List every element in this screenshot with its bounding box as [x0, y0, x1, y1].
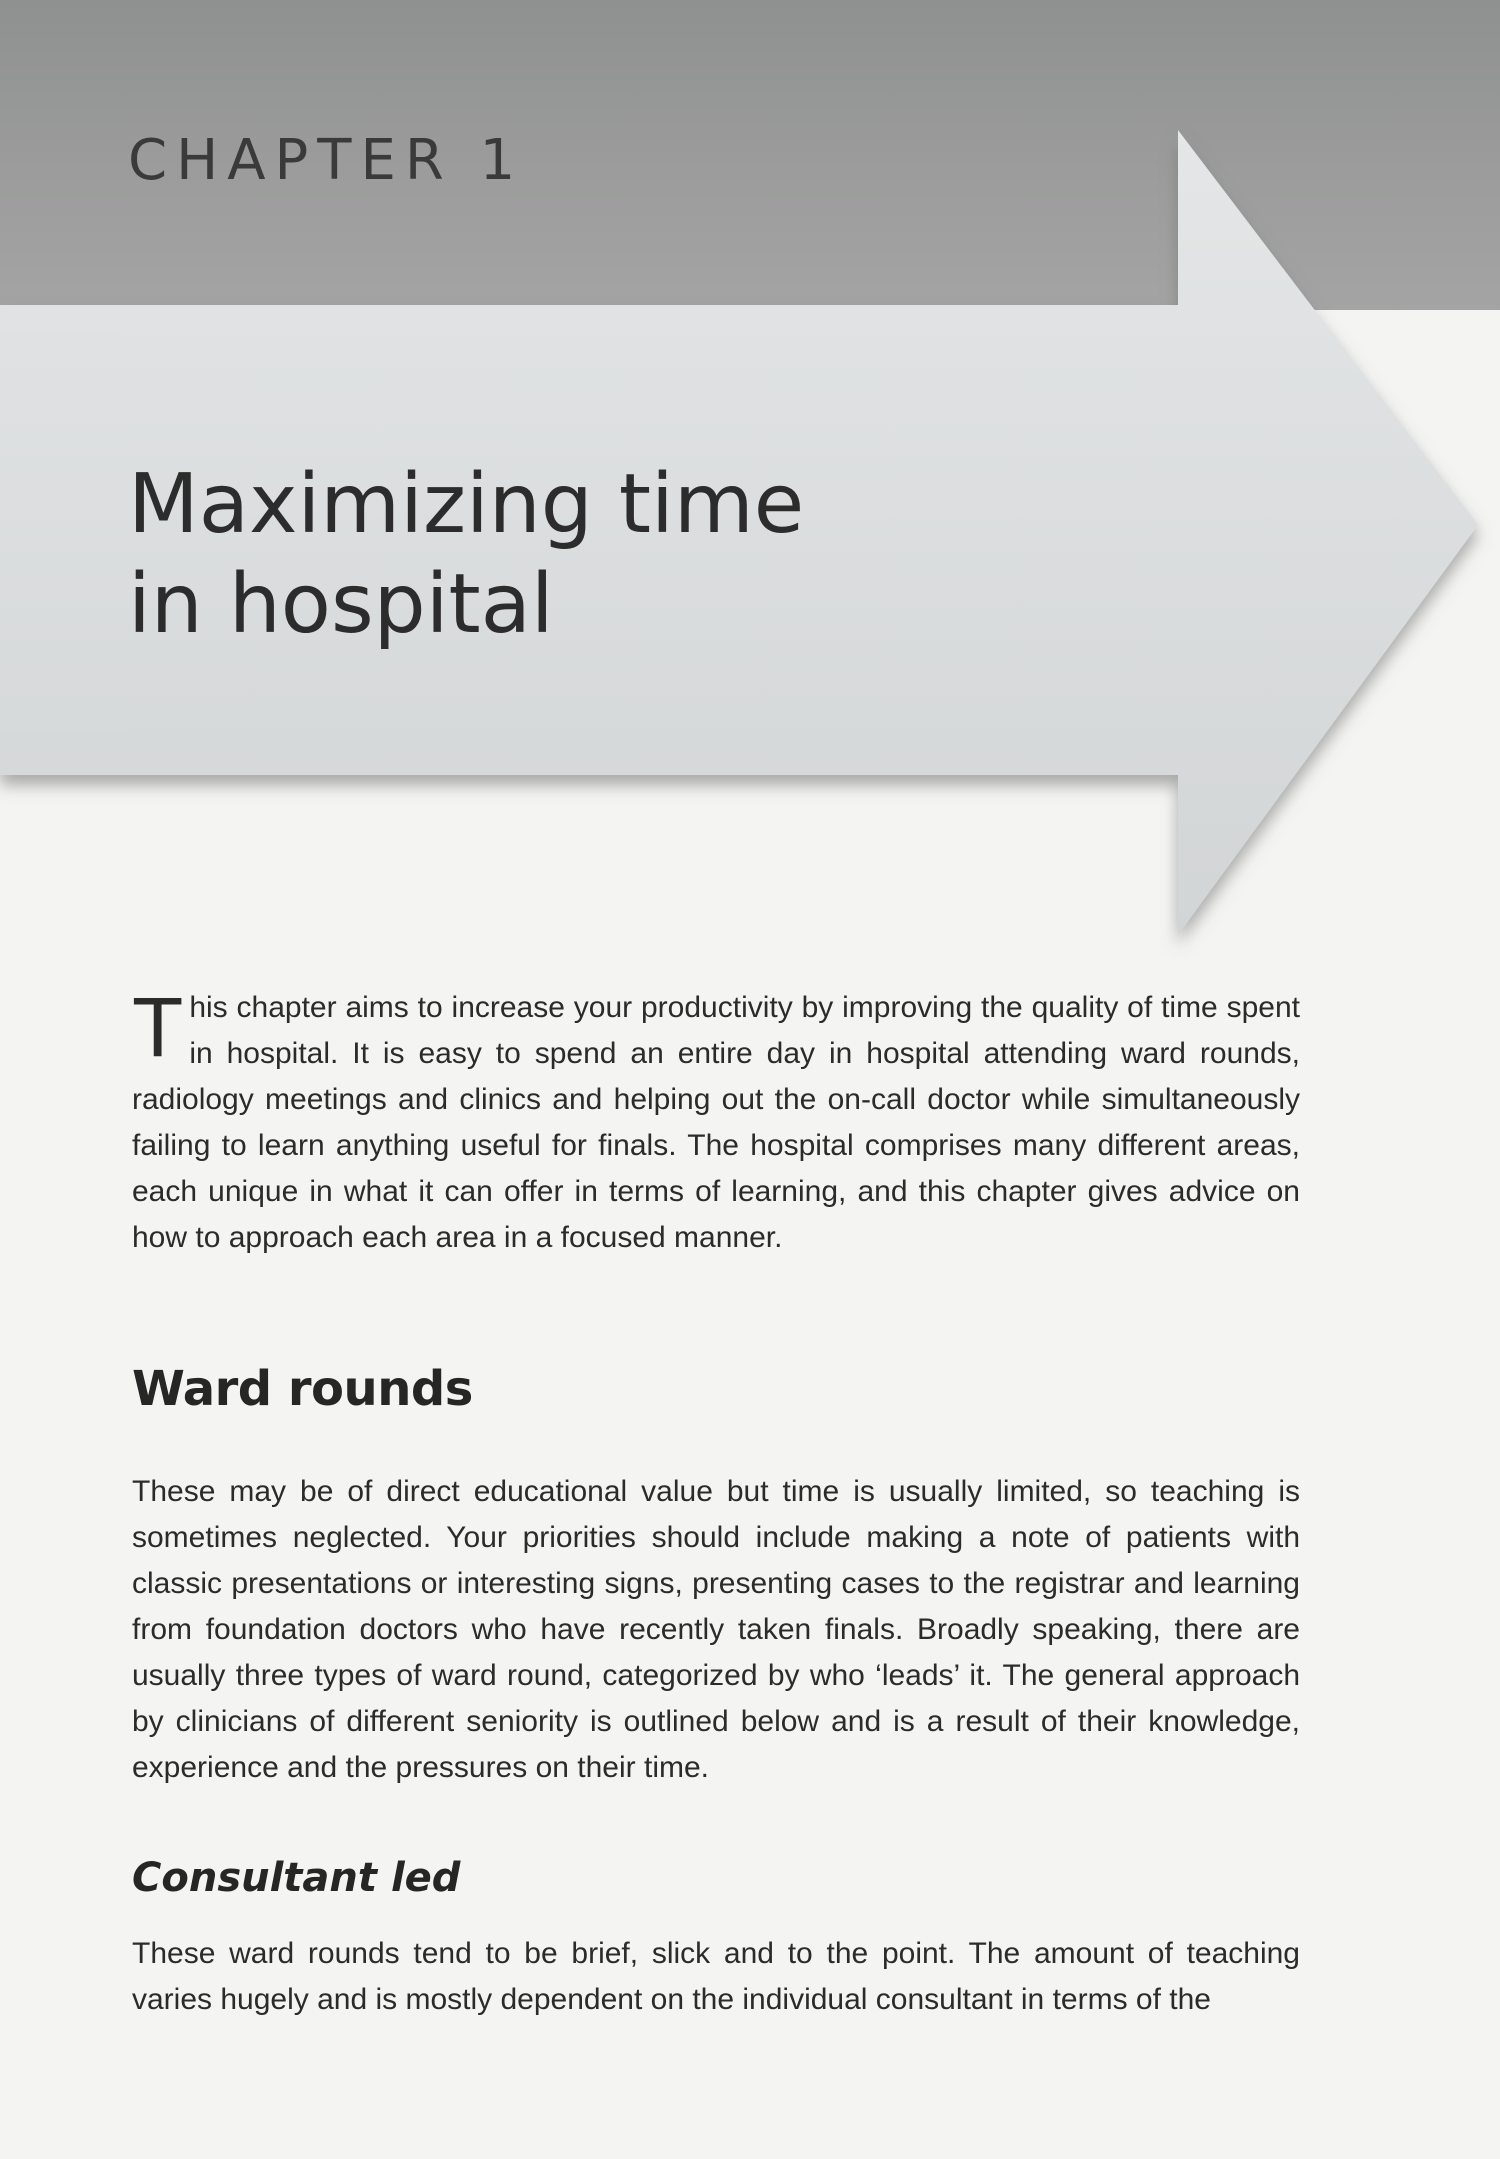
chapter-title [128, 455, 1028, 655]
intro-paragraph [132, 980, 1300, 1261]
subsection-heading-consultant-led: Consultant led [132, 1855, 461, 1901]
intro-text: his chapter aims to increase your productivity by improving the quality of time spent in hospital. It is easy to spend an entire day in hospital attending ward rounds, radiology meetings and clinics and helping out the on-call doctor while simultaneously failing to learn anything useful for finals. The hospital comprises many different areas, each unique in what it can offer in terms of learning, and this chapter gives advice on how to approach each area in a focused manner. [132, 991, 1300, 1254]
consultant-led-paragraph: These ward rounds tend to be brief, slick and to the point. The amount of teaching varies hugely and is mostly dependent on the individual consultant in terms of the [132, 1937, 1300, 2016]
chapter-label: CHAPTER 1 [128, 128, 525, 193]
chapter-title-line-1: Maximizing time [128, 457, 805, 552]
drop-cap: T [132, 980, 184, 1074]
section-heading-ward-rounds: Ward rounds [132, 1361, 473, 1417]
ward-rounds-paragraph: These may be of direct educational value but time is usually limited, so teaching is sometimes neglected. Your priorities should include making a note of patients with classic presentations or interesting signs, presenting cases to the registrar and learning from foundation doctors who have recently taken finals. Broadly speaking, there are usually three types of ward round, categorized by who ‘leads’ it. The general approach by clinicians of different seniority is outlined below and is a result of their knowledge, experience and the pressures on their time. [132, 1475, 1300, 1784]
page-content [132, 980, 1300, 2023]
chapter-title-line-2: in hospital [128, 557, 554, 652]
